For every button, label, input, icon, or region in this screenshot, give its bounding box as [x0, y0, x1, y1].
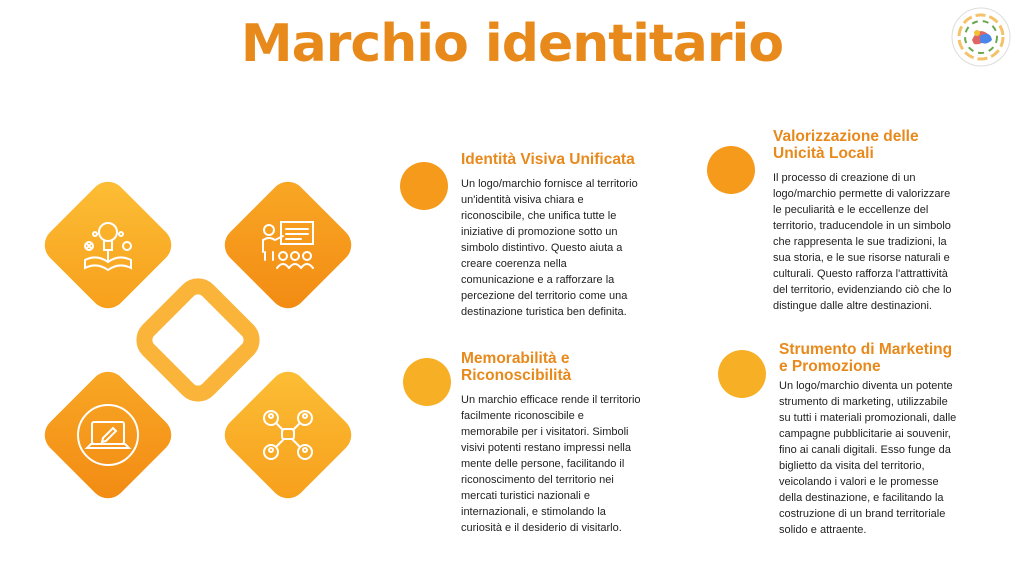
people-network-icon — [253, 400, 323, 470]
bullet-dot — [707, 146, 755, 194]
section-heading: Memorabilità e Riconoscibilità — [461, 350, 572, 384]
laptop-edit-icon — [73, 400, 143, 470]
section-heading: Valorizzazione delle Unicità Locali — [773, 128, 919, 162]
idea-book-icon — [73, 210, 143, 280]
section-heading: Identità Visiva Unificata — [461, 151, 635, 168]
section-body: Il processo di creazione di un logo/marchio permette di valorizzare le peculiarità e le eccellenze del territorio, traducendole in un simbolo che rappresenta le sue tradizioni, la sua storia, e le sue risorse naturali e culturali. Questo rafforza l'attrattività del territorio, evidenziando ciò che lo distingue dalle altre destinazioni. — [773, 172, 952, 312]
section-body: Un marchio efficace rende il territorio facilmente riconoscibile e memorabile per i visitatori. Simboli visivi potenti restano impressi nella mente delle persone, facilitando il riconoscimento del territorio nei mercati turistici nazionali e internazionali, e stimolando la curiosità e il desiderio di visitarlo. — [461, 394, 641, 534]
center-ring — [127, 269, 268, 410]
section-valorizzazione — [773, 128, 1003, 314]
section-heading: Strumento di Marketing e Promozione — [779, 341, 953, 375]
section-strumento-marketing — [779, 341, 1009, 538]
bullet-dot — [403, 358, 451, 406]
section-body: Un logo/marchio fornisce al territorio un'identità visiva chiara e riconoscibile, che unifica tutte le iniziative di promozione sotto un simbolo distintivo. Questo aiuta a creare coerenza nella comunicazione e a rafforzare la percezione del territorio come una destinazione turistica ben definita. — [461, 178, 638, 318]
section-memorabilita — [461, 350, 691, 536]
circular-logo-icon — [950, 6, 1012, 68]
bullet-dot — [400, 162, 448, 210]
section-identita-visiva — [461, 151, 691, 320]
bullet-dot — [718, 350, 766, 398]
page-title: Marchio identitario — [240, 14, 784, 74]
section-body: Un logo/marchio diventa un potente strumento di marketing, utilizzabile su tutti i materiali promozionali, dalle campagne pubblicitarie ai souvenir, fino ai canali digitali. Esso funge da biglietto da visita del territorio, veicolando i valori e le promesse della destinazione, e facilitando la costruzione di un brand territoriale solido e attraente. — [779, 380, 957, 536]
presentation-audience-icon — [253, 210, 323, 280]
